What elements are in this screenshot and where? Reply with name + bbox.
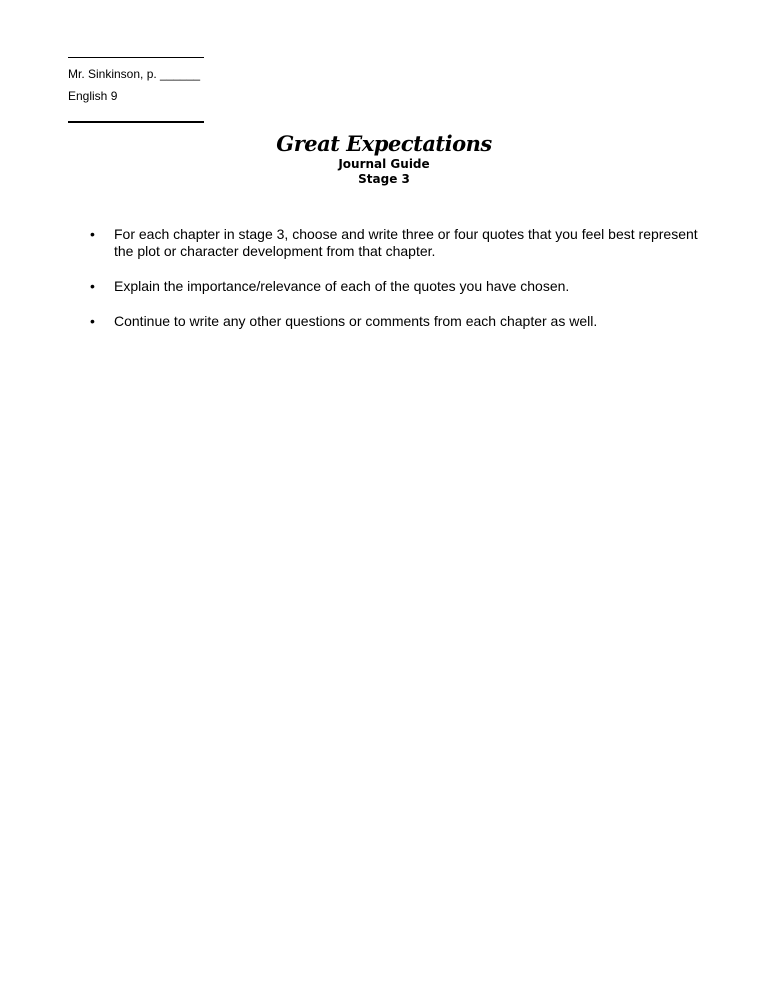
instruction-text: For each chapter in stage 3, choose and write three or four quotes that you feel best represent the plot or character development from that chapter. xyxy=(114,226,698,259)
bullet-icon: • xyxy=(90,313,95,329)
bullet-icon: • xyxy=(90,226,95,242)
instruction-item xyxy=(90,313,710,330)
document-stage: Stage 3 xyxy=(358,172,410,186)
document-subtitle: Journal Guide xyxy=(338,157,430,171)
instruction-item xyxy=(90,226,710,260)
title-block xyxy=(0,131,768,187)
document-title: Great Expectations xyxy=(276,131,492,156)
header-bottom-rule xyxy=(68,121,204,123)
instruction-list xyxy=(90,226,710,348)
instruction-text: Explain the importance/relevance of each of the quotes you have chosen. xyxy=(114,278,570,294)
top-rule xyxy=(68,57,204,58)
teacher-line: Mr. Sinkinson, p. ______ xyxy=(68,67,201,81)
course-line: English 9 xyxy=(68,89,118,103)
instruction-item xyxy=(90,278,710,295)
instruction-text: Continue to write any other questions or comments from each chapter as well. xyxy=(114,313,598,329)
bullet-icon: • xyxy=(90,278,95,294)
